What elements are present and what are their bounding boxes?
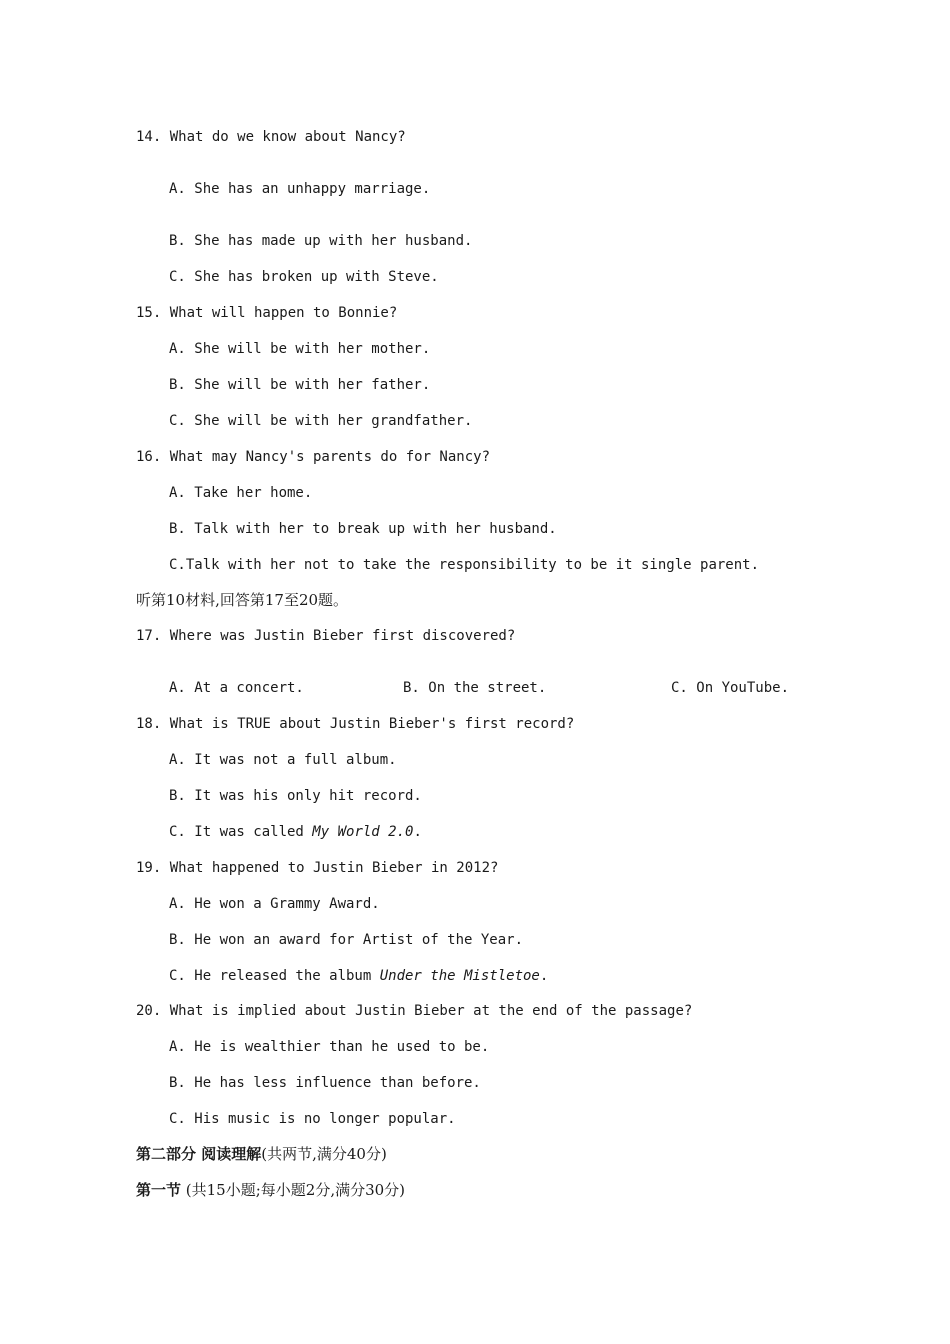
question-14-option-c: C. She has broken up with Steve. (169, 269, 439, 285)
question-16-option-a: A. Take her home. (169, 485, 313, 501)
question-17-option-c: C. On YouTube. (671, 680, 790, 696)
question-15-stem: 15. What will happen to Bonnie? (136, 305, 398, 321)
listening-instruction: 听第10材料,回答第17至20题。 (136, 591, 349, 609)
question-18-option-c (169, 822, 422, 842)
question-15-option-c: C. She will be with her grandfather. (169, 413, 473, 429)
album-title: Under the Mistletoe (379, 968, 540, 984)
option-c-suffix: . (413, 824, 422, 840)
question-18-stem: 18. What is TRUE about Justin Bieber's first record? (136, 716, 575, 732)
question-18-option-b: B. It was his only hit record. (169, 788, 422, 804)
part-two-heading (136, 1144, 387, 1164)
option-c-suffix: . (539, 968, 549, 984)
question-20-option-b: B. He has less influence than before. (169, 1075, 481, 1091)
question-20-option-c: C. His music is no longer popular. (169, 1111, 456, 1127)
question-19-option-c (169, 966, 548, 986)
question-19-option-b: B. He won an award for Artist of the Year. (169, 932, 524, 948)
question-17-option-b: B. On the street. (403, 680, 547, 696)
question-14-option-b: B. She has made up with her husband. (169, 233, 473, 249)
part-two-title: 第二部分 阅读理解 (136, 1145, 262, 1163)
question-16-stem: 16. What may Nancy's parents do for Nancy? (136, 449, 491, 465)
section-one-title: 第一节 (136, 1181, 182, 1199)
part-two-note: (共两节,满分40分) (261, 1145, 387, 1163)
question-14-stem: 14. What do we know about Nancy? (136, 129, 406, 145)
question-16-option-b: B. Talk with her to break up with her husband. (169, 521, 557, 537)
question-14-option-a: A. She has an unhappy marriage. (169, 181, 431, 197)
question-16-option-c: C.Talk with her not to take the responsibility to be it single parent. (169, 557, 760, 573)
question-19-stem: 19. What happened to Justin Bieber in 2012? (136, 860, 499, 876)
question-19-option-a: A. He won a Grammy Award. (169, 896, 380, 912)
section-one-note: (共15小题;每小题2分,满分30分) (181, 1181, 406, 1199)
option-c-prefix: C. It was called (169, 824, 313, 840)
question-17-stem: 17. Where was Justin Bieber first discovered? (136, 628, 516, 644)
section-one-heading (136, 1180, 405, 1200)
question-15-option-b: B. She will be with her father. (169, 377, 431, 393)
question-20-stem: 20. What is implied about Justin Bieber at the end of the passage? (136, 1003, 693, 1019)
question-20-option-a: A. He is wealthier than he used to be. (169, 1039, 490, 1055)
question-18-option-a: A. It was not a full album. (169, 752, 397, 768)
album-title: My World 2.0 (312, 824, 414, 840)
option-c-prefix: C. He released the album (169, 968, 380, 984)
question-15-option-a: A. She will be with her mother. (169, 341, 431, 357)
question-17-option-a: A. At a concert. (169, 680, 304, 696)
